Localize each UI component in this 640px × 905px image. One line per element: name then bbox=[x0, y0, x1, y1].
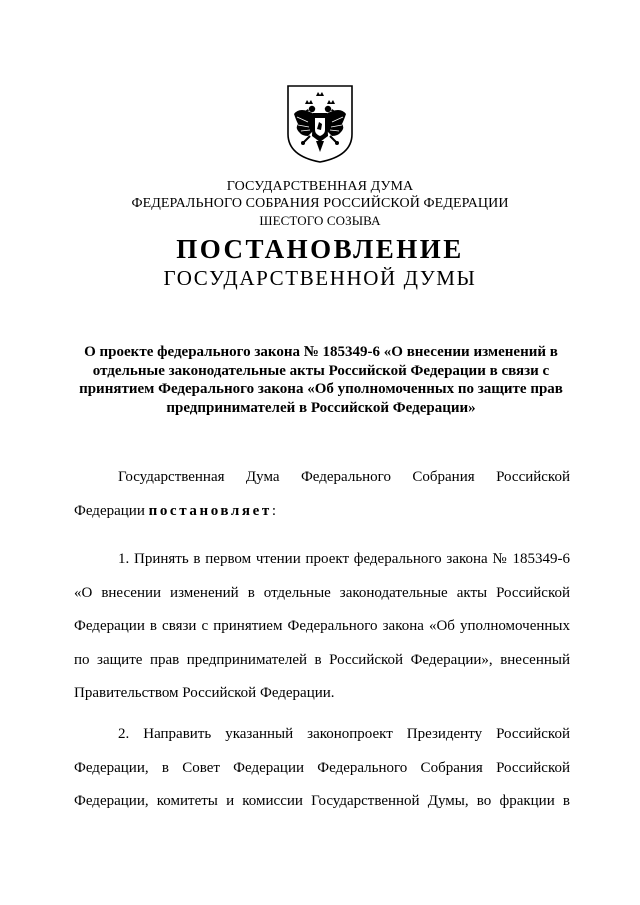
item-1-line: по защите прав предпринимателей в Российской Федерации», внесенный bbox=[74, 651, 570, 668]
org-line-2: ФЕДЕРАЛЬНОГО СОБРАНИЯ РОССИЙСКОЙ ФЕДЕРАЦИИ bbox=[131, 196, 509, 211]
preamble-line: Государственная Дума Федерального Собрания Российской bbox=[118, 469, 570, 485]
item-2-line: 2. Направить указанный законопроект Президенту Российской bbox=[118, 726, 570, 742]
item-1 bbox=[74, 549, 570, 717]
document-subject: О проекте федерального закона № 185349-6 «О внесении изменений в отдельные законодательные акты Российской Федерации в связи с принятием Федерального закона «Об уполномоченных по защите прав предпринимателей в Российской Федерации» bbox=[79, 344, 563, 416]
org-line-1: ГОСУДАРСТВЕННАЯ ДУМА bbox=[226, 179, 414, 194]
resolves-word: постановляет bbox=[148, 502, 272, 519]
item-2-line: Федерации, в Совет Федерации Федерального Собрания Российской bbox=[74, 759, 570, 776]
preamble-line-text: Федерации bbox=[74, 502, 145, 519]
item-2-line: Федерации, комитеты и комиссии Государственной Думы, во фракции в bbox=[74, 793, 570, 809]
item-2 bbox=[74, 724, 570, 825]
org-line-3: ШЕСТОГО СОЗЫВА bbox=[259, 213, 381, 228]
item-1-line: «О внесении изменений в отдельные законодательные акты Российской bbox=[74, 584, 570, 601]
preamble-colon: : bbox=[271, 502, 277, 519]
preamble bbox=[74, 467, 570, 534]
russian-coat-of-arms-icon bbox=[286, 84, 354, 164]
item-1-line: Федерации в связи с принятием Федерального закона «Об уполномоченных bbox=[74, 618, 570, 634]
document-subtitle: ГОСУДАРСТВЕННОЙ ДУМЫ bbox=[163, 266, 477, 290]
item-1-line: Правительством Российской Федерации. bbox=[74, 685, 335, 701]
document-title: ПОСТАНОВЛЕНИЕ bbox=[176, 234, 464, 264]
item-1-line: 1. Принять в первом чтении проект федерального закона № 185349-6 bbox=[118, 551, 570, 567]
preamble-line bbox=[74, 501, 570, 535]
